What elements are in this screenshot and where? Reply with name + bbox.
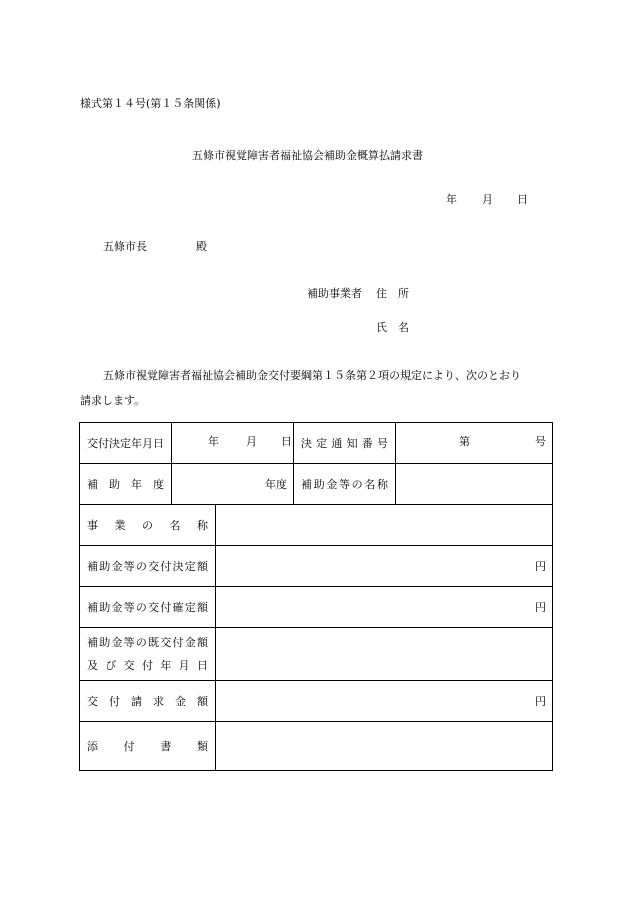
notice-number-cell[interactable] [396,423,553,464]
paid-amount-label-line1: 補助金等の既交付金額 [87,636,208,649]
decided-amount-label: 補助金等の交付決定額 [87,560,208,573]
business-name-label-cell [80,505,216,546]
document-title: 五條市視覚障害者福祉協会補助金概算払請求書 [192,149,423,162]
confirmed-amount-label-cell [80,587,216,628]
table-row [80,423,553,464]
request-form-table [79,422,553,771]
body-text-line1: 五條市視覚障害者福祉協会補助金交付要綱第１５条第２項の規定により、次のとおり [103,369,521,382]
paid-amount-label-cell [80,628,216,681]
table-row [80,546,553,587]
request-amount-cell[interactable] [216,681,553,722]
applicant-address-label: 住 所 [376,287,409,300]
notice-number-prefix: 第 [459,435,470,448]
confirmed-amount-label: 補助金等の交付確定額 [87,601,208,614]
request-amount-label: 交付請求金額 [87,695,208,708]
date-day-label: 日 [517,193,528,206]
addressee-honorific: 殿 [196,240,207,253]
applicant-name-label: 氏 名 [376,321,409,334]
business-name-cell[interactable] [216,505,553,546]
request-amount-label-cell [80,681,216,722]
subsidy-name-label: 補助金等の名称 [301,478,388,491]
table-row [80,505,553,546]
attachments-cell[interactable] [216,722,553,771]
notice-number-label: 決定通知番号 [301,437,388,450]
table-row [80,628,553,681]
decision-date-label-cell [80,423,172,464]
decided-amount-label-cell [80,546,216,587]
applicant-label: 補助事業者 [307,287,362,300]
table-row [80,587,553,628]
table-row [80,681,553,722]
attachments-label-cell [80,722,216,771]
confirmed-amount-unit: 円 [535,601,546,614]
request-amount-unit: 円 [535,695,546,708]
subsidy-name-label-cell [294,464,396,505]
addressee-name: 五條市長 [103,240,147,253]
subsidy-name-cell[interactable] [396,464,553,505]
paid-amount-label-line2: 及び交付年月日 [87,659,208,672]
fiscal-year-cell[interactable] [172,464,294,505]
table-row [80,722,553,771]
fiscal-year-unit: 年度 [265,478,287,491]
confirmed-amount-cell[interactable] [216,587,553,628]
decision-date-cell[interactable] [172,423,294,464]
date-month-label: 月 [482,193,493,206]
paid-amount-cell[interactable] [216,628,553,681]
business-name-label: 事業の名称 [87,519,208,532]
decision-day-label: 日 [281,435,292,448]
body-text-line2: 請求します。 [80,394,146,407]
decision-month-label: 月 [246,435,257,448]
notice-number-label-cell [294,423,396,464]
notice-number-suffix: 号 [535,435,546,448]
decision-year-label: 年 [208,435,219,448]
attachments-label: 添付書類 [87,740,208,753]
date-year-label: 年 [446,193,457,206]
decided-amount-unit: 円 [535,560,546,573]
fiscal-year-label: 補助年度 [87,478,164,491]
table-row [80,464,553,505]
fiscal-year-label-cell [80,464,172,505]
form-number: 様式第１４号(第１５条関係) [80,97,221,110]
decision-date-label: 交付決定年月日 [87,437,164,450]
decided-amount-cell[interactable] [216,546,553,587]
